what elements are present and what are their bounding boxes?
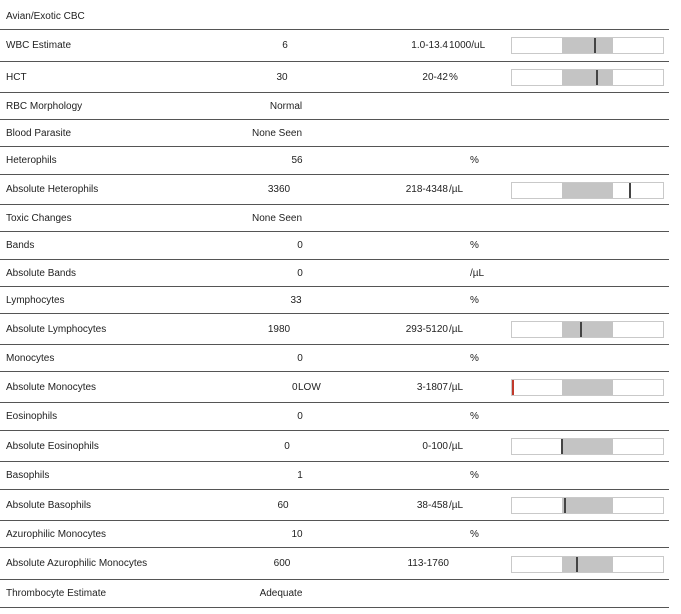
result-row-bands <box>0 232 669 260</box>
reference-gauge <box>511 37 664 54</box>
unit-label: /µL <box>449 382 464 393</box>
analyte-name: Absolute Eosinophils <box>6 441 99 452</box>
reference-range-band <box>562 322 613 337</box>
reference-range: 113-1760 <box>407 558 449 569</box>
result-value: 60 <box>277 500 289 511</box>
result-marker <box>561 439 563 454</box>
unit-label: % <box>470 411 479 422</box>
result-marker <box>564 498 566 513</box>
result-row-absolute-monocytes <box>0 372 669 403</box>
result-row-rbc-morphology <box>0 93 669 120</box>
result-marker <box>576 557 578 572</box>
result-value: None Seen <box>251 213 303 224</box>
analyte-name: Monocytes <box>6 353 55 364</box>
analyte-name: Basophils <box>6 470 50 481</box>
unit-label: /µL <box>449 441 464 452</box>
section-title: Avian/Exotic CBC <box>6 11 85 22</box>
reference-gauge <box>511 321 664 338</box>
result-value: Normal <box>269 101 303 112</box>
reference-range-band <box>562 498 613 513</box>
result-row-basophils <box>0 462 669 490</box>
result-value: 1 <box>297 470 303 481</box>
analyte-name: Absolute Basophils <box>6 500 92 511</box>
analyte-name: Lymphocytes <box>6 295 65 306</box>
reference-range: 0-100 <box>422 441 448 452</box>
result-value: 6 <box>282 40 288 51</box>
unit-label: /µL <box>449 184 464 195</box>
unit-label: % <box>470 155 479 166</box>
result-value: 3360 <box>267 184 291 195</box>
reference-range: 3-1807 <box>416 382 448 393</box>
analyte-name: Heterophils <box>6 155 57 166</box>
analyte-name: WBC Estimate <box>6 40 72 51</box>
reference-range-band <box>562 439 613 454</box>
unit-label: % <box>470 240 479 251</box>
reference-range-band <box>562 38 613 53</box>
reference-range: 218-4348 <box>405 184 448 195</box>
result-value: 56 <box>291 155 303 166</box>
result-marker <box>594 38 596 53</box>
unit-label: /µL <box>470 268 485 279</box>
result-row-absolute-bands <box>0 260 669 287</box>
result-row-monocytes <box>0 345 669 372</box>
result-value: 30 <box>276 72 288 83</box>
reference-range: 38-458 <box>416 500 448 511</box>
reference-gauge <box>511 556 664 573</box>
reference-gauge <box>511 438 664 455</box>
reference-range-band <box>562 380 613 395</box>
unit-label: % <box>470 295 479 306</box>
result-row-absolute-lymphocytes <box>0 314 669 345</box>
result-row-absolute-eosinophils <box>0 431 669 462</box>
analyte-name: Absolute Bands <box>6 268 77 279</box>
analyte-name: Bands <box>6 240 35 251</box>
analyte-name: Absolute Lymphocytes <box>6 324 107 335</box>
result-row-absolute-azurophilic-monocytes <box>0 548 669 580</box>
result-value: 0 <box>297 353 303 364</box>
result-marker <box>512 380 514 395</box>
result-row-heterophils <box>0 147 669 175</box>
unit-label: /µL <box>449 324 464 335</box>
result-value: None Seen <box>251 128 303 139</box>
analyte-name: Thrombocyte Estimate <box>6 588 107 599</box>
reference-gauge <box>511 69 664 86</box>
analyte-name: Absolute Monocytes <box>6 382 97 393</box>
reference-range-band <box>562 557 613 572</box>
result-value: 0 <box>297 240 303 251</box>
reference-range-band <box>562 70 613 85</box>
result-row-absolute-basophils <box>0 490 669 521</box>
unit-label: /µL <box>449 500 464 511</box>
unit-label: % <box>470 470 479 481</box>
analyte-name: Absolute Heterophils <box>6 184 99 195</box>
reference-range: 20-42 <box>422 72 448 83</box>
result-value: 33 <box>290 295 302 306</box>
section-title-row <box>0 0 669 30</box>
result-row-hct <box>0 62 669 93</box>
reference-range: 1.0-13.4 <box>411 40 448 51</box>
result-value: 10 <box>291 529 303 540</box>
unit-label: % <box>449 72 458 83</box>
result-row-azurophilic-monocytes <box>0 521 669 548</box>
result-row-toxic-changes <box>0 205 669 232</box>
result-row-thrombocyte-estimate <box>0 580 669 608</box>
result-flag: LOW <box>298 382 321 393</box>
analyte-name: Eosinophils <box>6 411 58 422</box>
unit-label: % <box>470 529 479 540</box>
analyte-name: RBC Morphology <box>6 101 83 112</box>
result-row-blood-parasite <box>0 120 669 147</box>
result-marker <box>629 183 631 198</box>
result-value: 0 <box>284 441 290 452</box>
reference-range-band <box>562 183 613 198</box>
result-value: 0 <box>292 382 298 393</box>
result-row-wbc-estimate <box>0 29 669 62</box>
result-value: 1980 <box>267 324 291 335</box>
result-value: 0 <box>297 268 303 279</box>
result-value: 600 <box>273 558 291 569</box>
analyte-name: Blood Parasite <box>6 128 72 139</box>
reference-gauge <box>511 497 664 514</box>
result-row-eosinophils <box>0 403 669 431</box>
reference-gauge <box>511 379 664 396</box>
analyte-name: Absolute Azurophilic Monocytes <box>6 558 148 569</box>
reference-gauge <box>511 182 664 199</box>
result-row-lymphocytes <box>0 287 669 314</box>
unit-label: % <box>470 353 479 364</box>
result-row-absolute-heterophils <box>0 175 669 205</box>
result-marker <box>596 70 598 85</box>
reference-range: 293-5120 <box>405 324 448 335</box>
analyte-name: Azurophilic Monocytes <box>6 529 107 540</box>
result-value: 0 <box>297 411 303 422</box>
analyte-name: Toxic Changes <box>6 213 72 224</box>
unit-label: 1000/uL <box>449 40 486 51</box>
result-marker <box>580 322 582 337</box>
analyte-name: HCT <box>6 72 27 83</box>
result-value: Adequate <box>259 588 303 599</box>
